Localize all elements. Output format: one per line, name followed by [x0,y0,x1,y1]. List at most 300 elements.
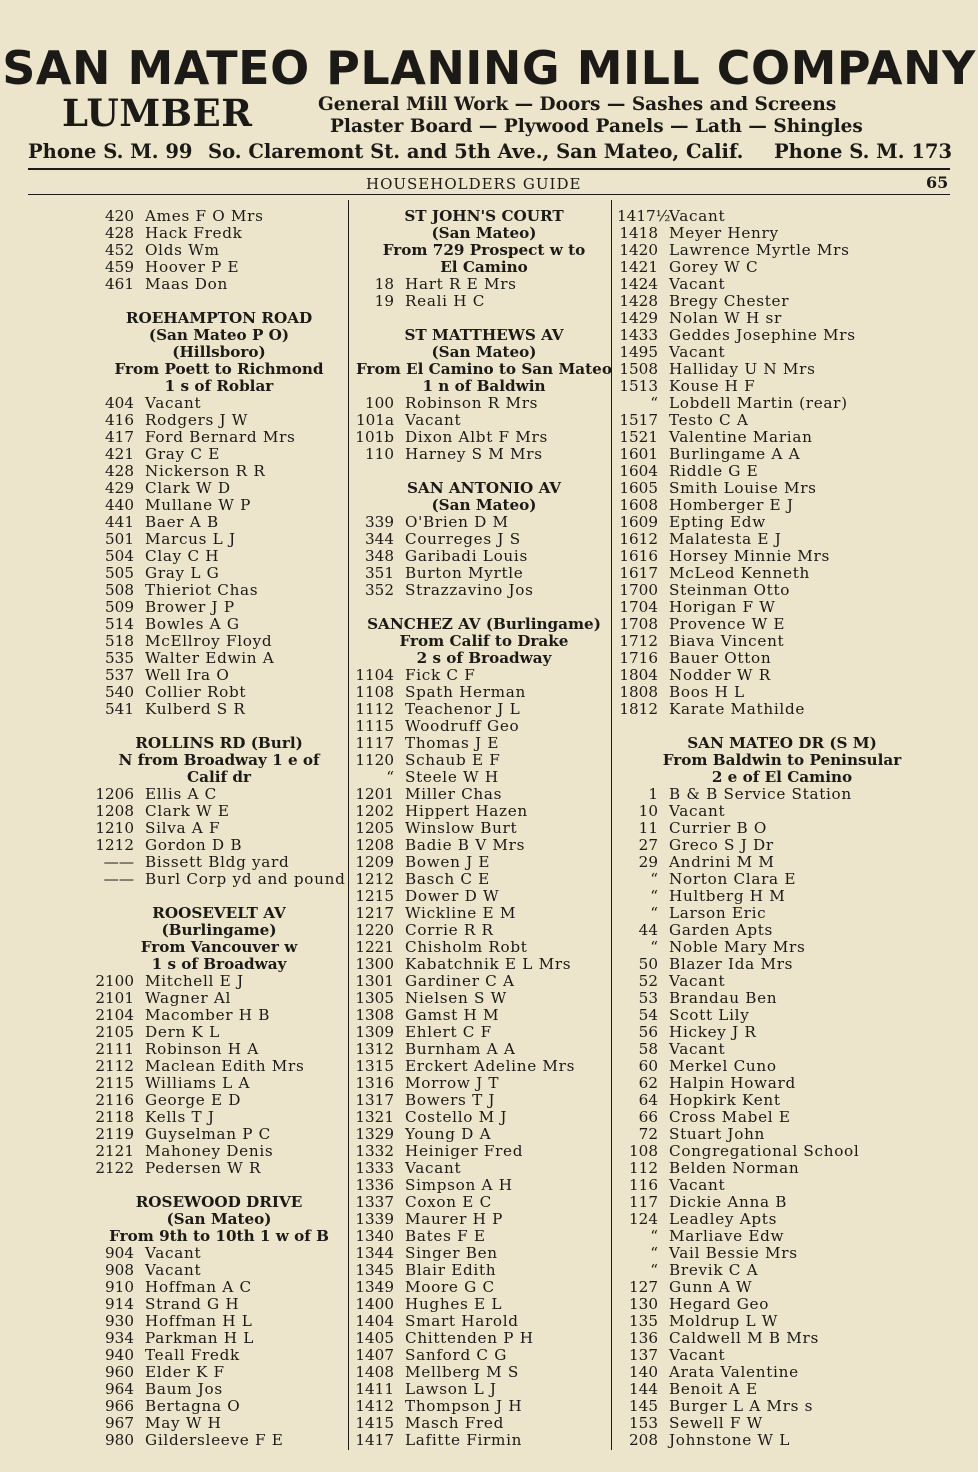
house-number: —— [103,853,134,871]
column-divider [348,200,349,1450]
house-number: 208 [629,1431,658,1449]
householder-name: Williams L A [145,1074,251,1092]
house-number: 1333 [355,1159,394,1177]
house-number: 1424 [619,275,658,293]
house-number: 1202 [355,802,394,820]
householder-name: Bregy Chester [669,292,790,310]
list-item [354,1381,614,1398]
house-number: 1400 [355,1295,394,1313]
section-spacer [94,1177,344,1194]
house-number: 1429 [619,309,658,327]
householder-name: Bauer Otton [669,649,772,667]
list-item [617,939,947,956]
house-number: 1420 [619,241,658,259]
list-item [617,1177,947,1194]
householder-name: Chisholm Robt [405,938,528,956]
house-number: 1332 [355,1142,394,1160]
householder-name: Gray C E [145,445,220,463]
list-item [354,854,614,871]
house-number: 108 [629,1142,658,1160]
house-number: 1108 [355,683,394,701]
householder-name: Nielsen S W [405,989,507,1007]
list-item [94,1245,344,1262]
house-number: 344 [365,530,394,548]
house-number: 101b [355,428,394,446]
street-heading-line: 2 s of Broadway [416,649,552,667]
ad-products-line-1: General Mill Work — Doors — Sashes and Screens [318,94,837,115]
list-item [617,1160,947,1177]
house-number: 127 [629,1278,658,1296]
householder-name: Gray L G [145,564,220,582]
house-number: 960 [105,1363,134,1381]
street-heading-line: (San Mateo) [166,1210,272,1228]
list-item [354,939,614,956]
householder-name: Riddle G E [669,462,759,480]
section-spacer [354,599,614,616]
list-item [94,1347,344,1364]
list-item [94,259,344,276]
house-number: 1120 [355,751,394,769]
householder-name: Lafitte Firmin [405,1431,523,1449]
list-item [617,599,947,616]
householder-name: Lawrence Myrtle Mrs [669,241,850,259]
householder-name: Kulberd S R [145,700,246,718]
house-number: 1412 [355,1397,394,1415]
list-item [94,854,344,871]
householder-name: Moore G C [405,1278,495,1296]
householder-name: Gordon D B [145,836,243,854]
house-number: 1337 [355,1193,394,1211]
house-number: —— [103,870,134,888]
ad-company-name: SAN MATEO PLANING MILL COMPANY [2,41,976,95]
house-number: 1321 [355,1108,394,1126]
street-heading-line: (Hillsboro) [172,343,266,361]
householder-name: B & B Service Station [669,785,852,803]
list-item [94,1109,344,1126]
list-item [94,1330,344,1347]
householder-name: Vacant [405,411,462,429]
house-number: “ [650,887,658,905]
list-item [94,1364,344,1381]
house-number: 1209 [355,853,394,871]
street-heading-line: (San Mateo P O) [148,326,290,344]
list-item [617,1075,947,1092]
ad-products-line-2: Plaster Board — Plywood Panels — Lath — Shingles [330,116,863,137]
house-number: 1408 [355,1363,394,1381]
list-item [354,395,614,412]
householder-name: Coxon E C [405,1193,492,1211]
house-number: 140 [629,1363,658,1381]
house-number: 535 [105,649,134,667]
list-item [617,1296,947,1313]
house-number: 1220 [355,921,394,939]
street-heading [94,1194,344,1245]
house-number: 1407 [355,1346,394,1364]
house-number: 348 [365,547,394,565]
house-number: 2119 [95,1125,134,1143]
list-item [617,837,947,854]
list-item [617,327,947,344]
house-number: 1340 [355,1227,394,1245]
householder-name: Strazzavino Jos [405,581,534,599]
house-number: 351 [365,564,394,582]
list-item [354,837,614,854]
householder-name: Bertagna O [145,1397,241,1415]
house-number: 339 [365,513,394,531]
householder-name: Provence W E [669,615,786,633]
street-heading-line: 2 e of El Camino [711,768,853,786]
householder-name: Badie B V Mrs [405,836,526,854]
house-number: “ [386,768,394,786]
list-item [617,293,947,310]
householder-name: Ehlert C F [405,1023,492,1041]
householder-name: Masch Fred [405,1414,505,1432]
house-number: 1433 [619,326,658,344]
house-number: 504 [105,547,134,565]
street-heading-line: (San Mateo) [431,224,537,242]
householder-name: Horsey Minnie Mrs [669,547,830,565]
householder-name: Bowers T J [405,1091,496,1109]
list-item [94,650,344,667]
list-item [354,820,614,837]
list-item [617,463,947,480]
house-number: 440 [105,496,134,514]
householder-name: Blair Edith [405,1261,497,1279]
house-number: 1700 [619,581,658,599]
house-number: 2112 [95,1057,134,1075]
householder-name: Meyer Henry [669,224,779,242]
list-item [617,616,947,633]
house-number: 29 [638,853,658,871]
list-item [94,871,344,888]
house-number: 2118 [95,1108,134,1126]
list-item [617,395,947,412]
householder-name: Burlingame A A [669,445,801,463]
householder-name: Dixon Albt F Mrs [405,428,549,446]
directory-column-3 [617,208,947,1449]
street-heading-line: From Vancouver w [140,938,298,956]
list-item [617,565,947,582]
householder-name: Dower D W [405,887,500,905]
house-number: 1315 [355,1057,394,1075]
list-item [354,293,614,310]
house-number: 2115 [95,1074,134,1092]
list-item [354,1296,614,1313]
list-item [617,1330,947,1347]
street-heading-line: SAN ANTONIO AV [406,479,562,497]
house-number: 1428 [619,292,658,310]
street-heading-line: ROEHAMPTON ROAD [125,309,313,327]
list-item [617,378,947,395]
house-number: 1612 [619,530,658,548]
list-item [94,1296,344,1313]
house-number: 904 [105,1244,134,1262]
householder-name: Moldrup L W [669,1312,779,1330]
list-item [94,1160,344,1177]
list-item [617,684,947,701]
house-number: 1312 [355,1040,394,1058]
householder-name: Olds Wm [145,241,220,259]
list-item [94,480,344,497]
house-number: 537 [105,666,134,684]
list-item [94,395,344,412]
house-number: 53 [638,989,658,1007]
house-number: 50 [638,955,658,973]
householder-name: Karate Mathilde [669,700,806,718]
householder-name: Lobdell Martin (rear) [669,394,848,412]
house-number: 1 [648,785,658,803]
list-item [94,446,344,463]
house-number: “ [650,394,658,412]
house-number: 934 [105,1329,134,1347]
householder-name: Miller Chas [405,785,503,803]
list-item [94,429,344,446]
house-number: 421 [105,445,134,463]
house-number: 428 [105,224,134,242]
house-number: 11 [638,819,658,837]
section-spacer [354,463,614,480]
householder-name: Hoffman A C [145,1278,252,1296]
house-number: 1521 [619,428,658,446]
list-item [354,701,614,718]
householder-name: Vacant [669,1176,726,1194]
householder-name: Rodgers J W [145,411,249,429]
directory-column-1 [94,208,344,1449]
householder-name: Collier Robt [145,683,247,701]
directory-column-2 [354,208,614,1449]
house-number: 1601 [619,445,658,463]
list-item [617,973,947,990]
house-number: 964 [105,1380,134,1398]
householder-name: Ford Bernard Mrs [145,428,296,446]
list-item [617,956,947,973]
house-number: 1513 [619,377,658,395]
house-number: 1104 [355,666,394,684]
house-number: 914 [105,1295,134,1313]
householder-name: Dickie Anna B [669,1193,788,1211]
householder-name: Schaub E F [405,751,501,769]
house-number: 130 [629,1295,658,1313]
house-number: 1112 [355,700,394,718]
householder-name: Sewell F W [669,1414,763,1432]
householder-name: Guyselman P C [145,1125,271,1143]
list-item [617,1024,947,1041]
street-heading-line: N from Broadway 1 e of [118,751,320,769]
householder-name: Clark W E [145,802,230,820]
householder-name: Hart R E Mrs [405,275,517,293]
list-item [617,1313,947,1330]
householder-name: Teall Fredk [145,1346,240,1364]
householder-name: Macomber H B [145,1006,271,1024]
householder-name: Reali H C [405,292,486,310]
householder-name: Robinson R Mrs [405,394,539,412]
householder-name: Epting Edw [669,513,766,531]
house-number: 60 [638,1057,658,1075]
list-item [94,1143,344,1160]
householder-name: Congregational School [669,1142,860,1160]
householder-name: Wagner Al [145,989,232,1007]
householder-name: Simpson A H [405,1176,513,1194]
householder-name: Dern K L [145,1023,220,1041]
house-number: 416 [105,411,134,429]
list-item [94,1007,344,1024]
street-heading-line: (San Mateo) [431,496,537,514]
householder-name: Testo C A [669,411,749,429]
householder-name: Burl Corp yd and pound [145,870,346,888]
section-spacer [94,718,344,735]
list-item [617,820,947,837]
house-number: 441 [105,513,134,531]
list-item [354,548,614,565]
house-number: 72 [638,1125,658,1143]
householder-name: Strand G H [145,1295,240,1313]
list-item [354,1075,614,1092]
list-item [354,1364,614,1381]
list-item [354,1211,614,1228]
house-number: 518 [105,632,134,650]
house-number: 1617 [619,564,658,582]
list-item [617,888,947,905]
house-number: 124 [629,1210,658,1228]
list-item [617,803,947,820]
street-heading-line: SANCHEZ AV (Burlingame) [367,615,601,633]
list-item [354,1058,614,1075]
street-heading-line: From 729 Prospect w to [382,241,586,259]
street-heading-line: ST MATTHEWS AV [404,326,564,344]
house-number: 514 [105,615,134,633]
list-item [617,1228,947,1245]
householder-name: Gorey W C [669,258,759,276]
list-item [354,1313,614,1330]
house-number: 1215 [355,887,394,905]
householder-name: Vacant [405,1159,462,1177]
list-item [94,412,344,429]
house-number: 1421 [619,258,658,276]
house-number: 1305 [355,989,394,1007]
list-item [354,1024,614,1041]
householder-name: Halliday U N Mrs [669,360,816,378]
list-item [617,531,947,548]
list-item [354,1041,614,1058]
house-number: 1212 [355,870,394,888]
house-number: 1208 [355,836,394,854]
list-item [617,650,947,667]
list-item [354,922,614,939]
list-item [354,429,614,446]
householder-name: Hickey J R [669,1023,757,1041]
street-heading-line: ST JOHN'S COURT [404,207,564,225]
list-item [354,684,614,701]
house-number: 417 [105,428,134,446]
house-number: 420 [105,207,134,225]
list-item [617,854,947,871]
list-item [354,582,614,599]
list-item [94,497,344,514]
house-number: 1349 [355,1278,394,1296]
street-heading-line: (San Mateo) [431,343,537,361]
householder-name: Noble Mary Mrs [669,938,806,956]
householder-name: Valentine Marian [669,428,813,446]
house-number: 1415 [355,1414,394,1432]
householder-name: Hoover P E [145,258,240,276]
householder-name: Harney S M Mrs [405,445,543,463]
house-number: 509 [105,598,134,616]
householder-name: Johnstone W L [669,1431,791,1449]
house-number: 19 [374,292,394,310]
street-heading-line: ROOSEVELT AV [152,904,286,922]
list-item [617,1398,947,1415]
list-item [617,310,947,327]
list-item [94,667,344,684]
house-number: 1205 [355,819,394,837]
house-number: “ [650,1227,658,1245]
house-number: 1411 [355,1380,394,1398]
householder-name: Hoffman H L [145,1312,253,1330]
list-item [617,905,947,922]
list-item [354,786,614,803]
list-item [617,1432,947,1449]
house-number: 18 [374,275,394,293]
street-heading [354,616,614,667]
householder-name: Fick C F [405,666,476,684]
householder-name: Norton Clara E [669,870,797,888]
householder-name: Spath Herman [405,683,527,701]
section-spacer [617,718,947,735]
list-item [94,990,344,1007]
list-item [617,208,947,225]
list-item [617,412,947,429]
householder-name: Kabatchnik E L Mrs [405,955,572,973]
list-item [354,1143,614,1160]
list-item [354,1092,614,1109]
house-number: “ [650,870,658,888]
list-item [94,1279,344,1296]
house-number: 1117 [355,734,394,752]
list-item [617,633,947,650]
householder-name: Marliave Edw [669,1227,785,1245]
householder-name: Baum Jos [145,1380,223,1398]
list-item [94,225,344,242]
householder-name: Burton Myrtle [405,564,524,582]
list-item [617,242,947,259]
house-number: 58 [638,1040,658,1058]
street-heading-line: ROLLINS RD (Burl) [135,734,303,752]
house-number: 136 [629,1329,658,1347]
householder-name: Walter Edwin A [145,649,275,667]
householder-name: Robinson H A [145,1040,259,1058]
householder-name: Ames F O Mrs [145,207,264,225]
householder-name: Gildersleeve F E [145,1431,284,1449]
list-item [94,208,344,225]
list-item [354,276,614,293]
house-number: 501 [105,530,134,548]
list-item [617,1245,947,1262]
householder-name: Blazer Ida Mrs [669,955,794,973]
list-item [94,1262,344,1279]
house-number: 56 [638,1023,658,1041]
list-item [354,1415,614,1432]
list-item [617,497,947,514]
house-number: 1317 [355,1091,394,1109]
house-number: 144 [629,1380,658,1398]
householder-name: McLeod Kenneth [669,564,810,582]
street-heading-line: From El Camino to San Mateo [356,360,612,378]
house-number: “ [650,1244,658,1262]
house-number: 101a [355,411,394,429]
list-item [617,344,947,361]
list-item [617,922,947,939]
list-item [94,1041,344,1058]
